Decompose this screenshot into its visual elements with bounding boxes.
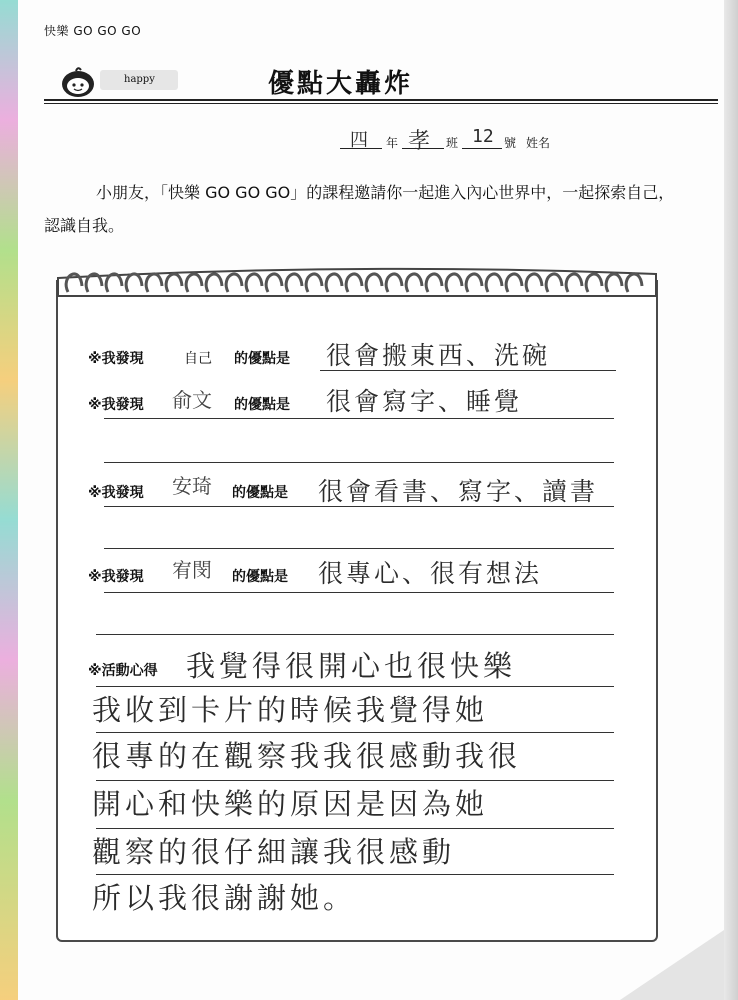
reflection-line: 所以我很謝謝她。	[92, 881, 357, 915]
series-name: 快樂 GO GO GO	[44, 24, 142, 38]
intro-paragraph: 小朋友，「快樂 GO GO GO」的課程邀請你一起進入內心世界中，一起探索自己，認識自我。	[44, 183, 675, 235]
strength-prefix: ※我發現	[88, 485, 144, 501]
reflection-line: 我收到卡片的時候我覺得她	[92, 693, 489, 727]
answer-line	[104, 506, 614, 507]
strength-suffix: 的優點是	[234, 397, 290, 413]
smiley-face-icon	[60, 64, 96, 98]
answer-line	[104, 548, 614, 549]
strength-value: 很會寫字、睡覺	[326, 387, 523, 416]
strength-suffix: 的優點是	[232, 569, 288, 585]
reflection-rule	[96, 780, 614, 781]
strength-suffix: 的優點是	[232, 485, 288, 501]
class-label: 班	[446, 136, 459, 150]
class-value: 孝	[408, 129, 431, 154]
strength-name: 俞文	[172, 388, 212, 412]
colored-binding-strip	[0, 0, 18, 1000]
student-info-line	[340, 128, 570, 152]
grade-label: 年	[386, 136, 399, 150]
page-edge	[724, 0, 738, 1000]
reflection-line: 我覺得很開心也很快樂	[186, 649, 517, 683]
strength-value: 很專心、很有想法	[318, 559, 543, 588]
reflection-rule	[96, 874, 614, 875]
reflection-line: 開心和快樂的原因是因為她	[92, 787, 489, 821]
strength-name: 自己	[184, 351, 212, 367]
name-label: 姓名	[526, 136, 551, 150]
spiral-binding	[56, 256, 658, 316]
strength-prefix: ※我發現	[88, 351, 144, 367]
strength-value: 很會看書、寫字、讀書	[318, 477, 599, 506]
reflection-rule	[96, 732, 614, 733]
answer-line	[320, 370, 616, 371]
happy-tag: happy	[100, 70, 178, 90]
reflection-line: 觀察的很仔細讓我很感動	[92, 835, 456, 869]
answer-line	[104, 418, 614, 419]
page-title: 優點大轟炸	[268, 69, 414, 99]
strength-name: 宥閔	[172, 558, 212, 582]
strength-prefix: ※我發現	[88, 397, 144, 413]
grade-value: 四	[350, 130, 368, 151]
strength-value: 很會搬東西、洗碗	[326, 341, 551, 370]
reflection-line: 很專的在觀察我我很感動我很	[92, 739, 522, 773]
strength-name: 安琦	[172, 474, 212, 498]
answer-line	[104, 592, 614, 593]
title-rule	[44, 99, 718, 101]
answer-line	[104, 462, 614, 463]
strength-suffix: 的優點是	[234, 351, 290, 367]
seat-number: 12	[472, 126, 494, 147]
reflection-label: ※活動心得	[88, 663, 158, 679]
reflection-rule	[96, 828, 614, 829]
reflection-rule	[96, 634, 614, 635]
strength-prefix: ※我發現	[88, 569, 144, 585]
seat-label: 號	[504, 136, 517, 150]
reflection-rule	[96, 686, 614, 687]
page-curl-shadow	[620, 920, 724, 1000]
title-rule-thin	[44, 103, 718, 104]
